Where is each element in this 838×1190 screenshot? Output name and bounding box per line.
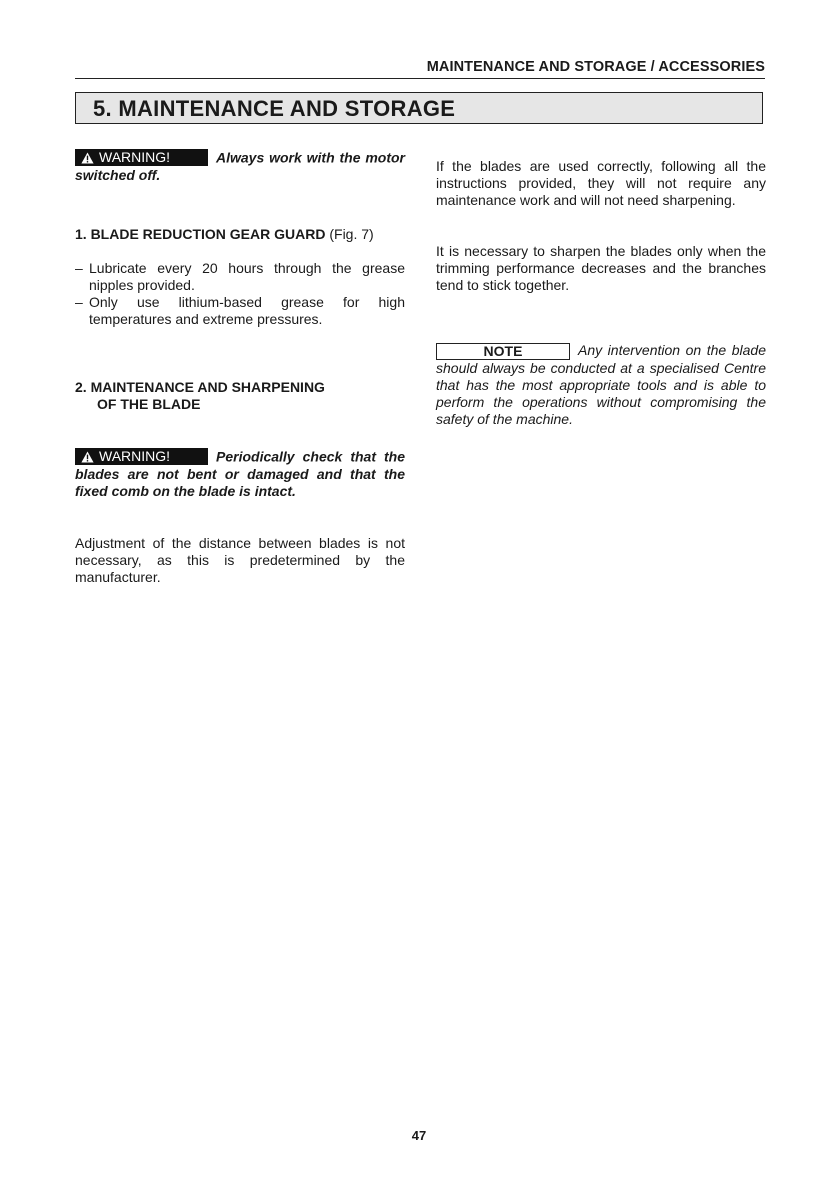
warning-label-text: WARNING! bbox=[99, 448, 171, 464]
adjustment-paragraph: Adjustment of the distance between blades is not necessary, as this is predetermined by the manufacturer. bbox=[75, 535, 405, 585]
chapter-title-box bbox=[75, 92, 763, 124]
chapter-title: 5. MAINTENANCE AND STORAGE bbox=[93, 96, 456, 121]
warning-triangle-icon bbox=[81, 451, 94, 463]
warning-text: Periodically check that the blades are not bent or damaged and that the fixed comb on the blade is intact. bbox=[75, 448, 405, 499]
warning-label bbox=[75, 448, 208, 465]
lubrication-list bbox=[75, 260, 405, 328]
warning-text: Always work with the motor switched off. bbox=[75, 149, 405, 183]
note-label: NOTE bbox=[436, 343, 570, 360]
page-number: 47 bbox=[411, 1128, 427, 1143]
paragraph-sharpen-when: It is necessary to sharpen the blades only when the trimming performance decreases and the branches tend to stick together. bbox=[436, 243, 766, 293]
section-heading-line: 2. MAINTENANCE AND SHARPENING bbox=[75, 379, 325, 395]
section-heading-line: OF THE BLADE bbox=[97, 396, 201, 412]
warning-label-text: WARNING! bbox=[99, 149, 171, 165]
warning-triangle-icon bbox=[81, 152, 94, 164]
section-heading-gear-guard bbox=[75, 226, 405, 243]
list-item: – Only use lithium-based grease for high temperatures and extreme pressures. bbox=[75, 294, 405, 328]
paragraph-no-maintenance: If the blades are used correctly, following all the instructions provided, they will not require any maintenance work and will not need sharpening. bbox=[436, 158, 766, 208]
header-rule bbox=[75, 78, 765, 79]
figure-ref: (Fig. 7) bbox=[329, 226, 374, 242]
note-specialised-centre bbox=[436, 342, 766, 428]
running-header: MAINTENANCE AND STORAGE / ACCESSORIES bbox=[426, 59, 765, 75]
section-heading-text: 1. BLADE REDUCTION GEAR GUARD bbox=[75, 226, 326, 242]
warning-motor-off bbox=[75, 149, 405, 184]
warning-blade-check bbox=[75, 448, 405, 500]
warning-label bbox=[75, 149, 208, 166]
note-text: Any intervention on the blade should always be conducted at a specialised Centre that has the most appropriate tools and is able to perform the operations without compromising the safety of the machine. bbox=[436, 342, 766, 427]
list-item: – Lubricate every 20 hours through the grease nipples provided. bbox=[75, 260, 405, 294]
section-heading-sharpening bbox=[75, 379, 405, 413]
